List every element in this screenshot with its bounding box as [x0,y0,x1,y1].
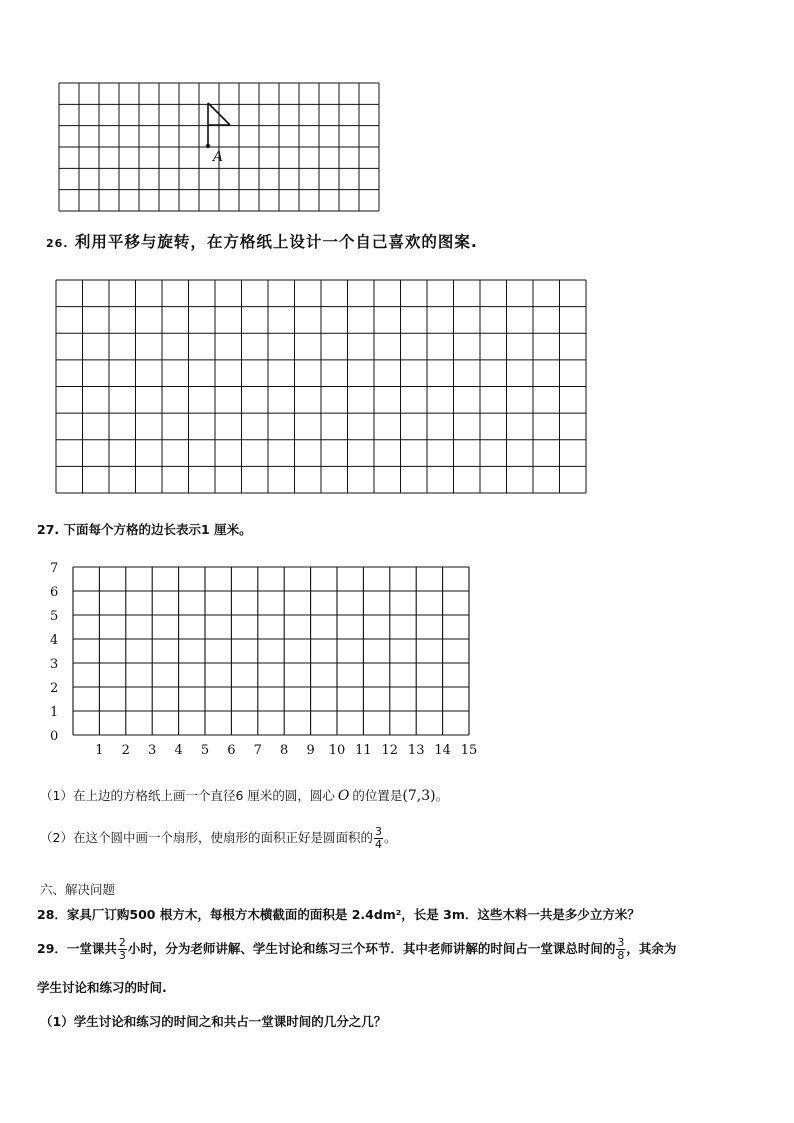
y-tick-label: 2 [50,681,59,696]
question-27-text: 下面每个方格的边长表示1 厘米。 [63,522,252,537]
x-tick-label: 3 [148,743,157,758]
question-28: 28．家具厂订购500 根方木，每根方木横截面的面积是 2.4dm²，长是 3m．这些木料一共是多少立方米？ [37,907,640,922]
point-a-dot [206,144,210,148]
q29-frac1-num: 2 [118,936,126,949]
x-tick-label: 1 [95,743,104,758]
x-tick-label: 5 [200,743,210,758]
grid-3-lines [73,567,469,735]
question-29-line-2: 学生讨论和练习的时间. [37,980,167,995]
y-tick-label: 0 [50,729,59,744]
x-tick-label: 2 [121,743,130,758]
x-tick-label: 13 [407,743,425,758]
grid-1 [58,82,383,214]
x-tick-label: 12 [381,743,399,758]
y-tick-label: 7 [50,561,59,576]
grid-3-y-ticks [50,561,58,744]
question-27-part-2 [40,826,396,851]
q27-1-center-letter: O [337,788,350,804]
x-tick-label: 6 [227,743,236,758]
y-tick-label: 3 [50,657,59,672]
y-tick-label: 6 [50,585,59,600]
y-tick-label: 1 [50,705,59,720]
q29-fraction-1 [118,937,127,962]
q29-part-1: 29．一堂课共 [37,941,117,956]
question-26-text: 利用平移与旋转，在方格纸上设计一个自己喜欢的图案. [74,233,478,251]
question-27-number: 27. [37,522,60,537]
grid-1-lines [59,83,379,211]
q27-2-frac-den: 4 [374,838,382,851]
x-tick-label: 7 [253,743,262,758]
q27-2-prefix: （2）在这个圆中画一个扇形，使扇形的面积正好是圆面积的 [40,830,373,845]
q29-frac2-den: 8 [617,949,625,962]
x-tick-label: 10 [328,743,346,758]
x-tick-label: 4 [174,743,183,758]
q27-1-coord: (7,3) [402,788,436,804]
grid-3-coordinate [40,555,485,760]
x-tick-label: 14 [434,743,451,758]
x-tick-label: 15 [460,743,478,758]
y-tick-label: 4 [50,633,59,648]
q29-frac1-den: 3 [118,949,126,962]
q27-1-prefix: （1）在上边的方格纸上画一个直径6 厘米的圆，圆心 [40,788,335,803]
question-26 [46,230,478,252]
q29-part-3: ，其余为 [626,941,677,956]
question-29-line-1 [37,937,676,962]
q27-2-frac-num: 3 [374,825,382,838]
point-a-label: A [213,149,224,165]
q29-fraction-2 [616,937,625,962]
q27-2-fraction [374,826,383,851]
grid-2-lines [56,280,586,493]
grid-2 [55,279,588,495]
q27-1-middle: 的位置是 [352,788,403,803]
q27-2-suffix: 。 [383,830,397,845]
grid-3-x-ticks [95,743,477,758]
q29-frac2-num: 3 [617,936,625,949]
q29-part-2: 小时，分为老师讲解、学生讨论和练习三个环节．其中老师讲解的时间占一堂课总时间的 [127,941,616,956]
question-26-number: 26. [46,237,69,250]
question-27-part-1 [40,786,448,804]
question-29-sub-1: （1）学生讨论和练习的时间之和共占一堂课时间的几分之几？ [40,1014,387,1029]
x-tick-label: 8 [280,743,289,758]
section-6-title: 六、解决问题 [40,882,116,897]
q27-1-suffix: 。 [435,788,449,803]
question-27 [37,520,252,538]
y-tick-label: 5 [50,609,59,624]
x-tick-label: 11 [355,743,372,758]
x-tick-label: 9 [306,743,315,758]
